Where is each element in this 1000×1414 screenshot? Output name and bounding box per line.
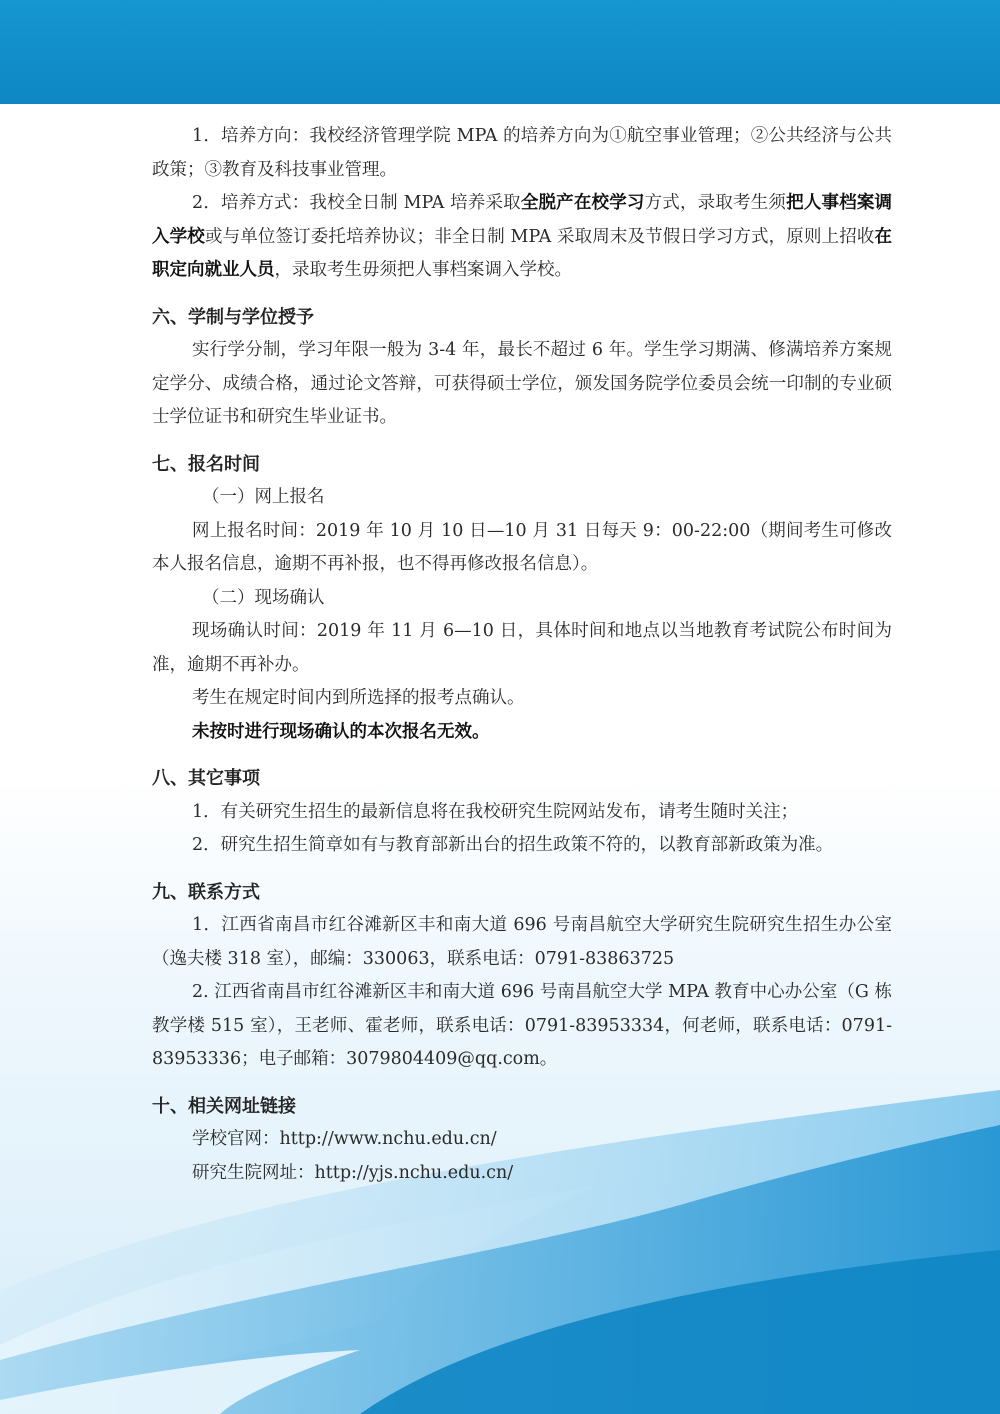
notice-bold: 未按时进行现场确认的本次报名无效。 bbox=[192, 721, 490, 742]
paragraph: 现场确认时间：2019 年 11 月 6—10 日，具体时间和地点以当地教育考试院公布时间为准，逾期不再补办。 bbox=[152, 621, 892, 675]
link-label: 学校官网： bbox=[192, 1129, 280, 1149]
paragraph: 2．培养方式：我校全日制 MPA 培养采取全脱产在校学习方式，录取考生须把人事档案调入学校或与单位签订委托培养协议；非全日制 MPA 采取周末及节假日学习方式，原则上招收在职定向就业人员，录取考生毋须把人事档案调入学校。 bbox=[152, 193, 893, 280]
paragraph: 2. 江西省南昌市红谷滩新区丰和南大道 696 号南昌航空大学 MPA 教育中心办公室（G 栋教学楼 515 室），王老师、霍老师，联系电话：0791-83953334，何老师，联系电话：0791-83953336；电子邮箱：3079804409@qq.com。 bbox=[152, 982, 892, 1069]
subheading: （一）网上报名 bbox=[202, 487, 325, 507]
section-heading: 七、报名时间 bbox=[152, 453, 260, 475]
section-heading: 十、相关网址链接 bbox=[152, 1095, 296, 1117]
paragraph: 考生在规定时间内到所选择的报考点确认。 bbox=[192, 688, 525, 708]
link-label: 研究生院网址： bbox=[192, 1162, 315, 1183]
paragraph: 1．有关研究生招生的最新信息将在我校研究生院网站发布，请考生随时关注； bbox=[192, 801, 799, 822]
paragraph: 1．江西省南昌市红谷滩新区丰和南大道 696 号南昌航空大学研究生院研究生招生办公室（逸夫楼 318 室），邮编：330063，联系电话：0791-83863725 bbox=[152, 915, 892, 969]
paragraph: 网上报名时间：2019 年 10 月 10 日—10 月 31 日每天 9：00-22:00（期间考生可修改本人报名信息，逾期不再补报，也不得再修改报名信息）。 bbox=[152, 520, 892, 574]
link-row bbox=[152, 1123, 892, 1157]
school-site-link[interactable]: http://www.nchu.edu.cn/ bbox=[279, 1129, 497, 1149]
link-row bbox=[152, 1157, 892, 1191]
subheading: （二）现场确认 bbox=[202, 587, 325, 608]
graduate-school-link[interactable]: http://yjs.nchu.edu.cn/ bbox=[314, 1162, 514, 1183]
section-heading: 八、其它事项 bbox=[152, 768, 260, 789]
paragraph: 2．研究生招生简章如有与教育部新出台的招生政策不符的，以教育部新政策为准。 bbox=[192, 835, 834, 855]
document-body bbox=[152, 120, 892, 1190]
paragraph: 1．培养方向：我校经济管理学院 MPA 的培养方向为①航空事业管理；②公共经济与公共政策；③教育及科技事业管理。 bbox=[152, 126, 892, 180]
section-heading: 九、联系方式 bbox=[152, 881, 260, 903]
section-heading: 六、学制与学位授予 bbox=[152, 306, 314, 328]
paragraph: 实行学分制，学习年限一般为 3-4 年，最长不超过 6 年。学生学习期满、修满培养方案规定学分、成绩合格，通过论文答辩，可获得硕士学位，颁发国务院学位委员会统一印制的专业硕士学位证书和研究生毕业证书。 bbox=[152, 340, 892, 427]
